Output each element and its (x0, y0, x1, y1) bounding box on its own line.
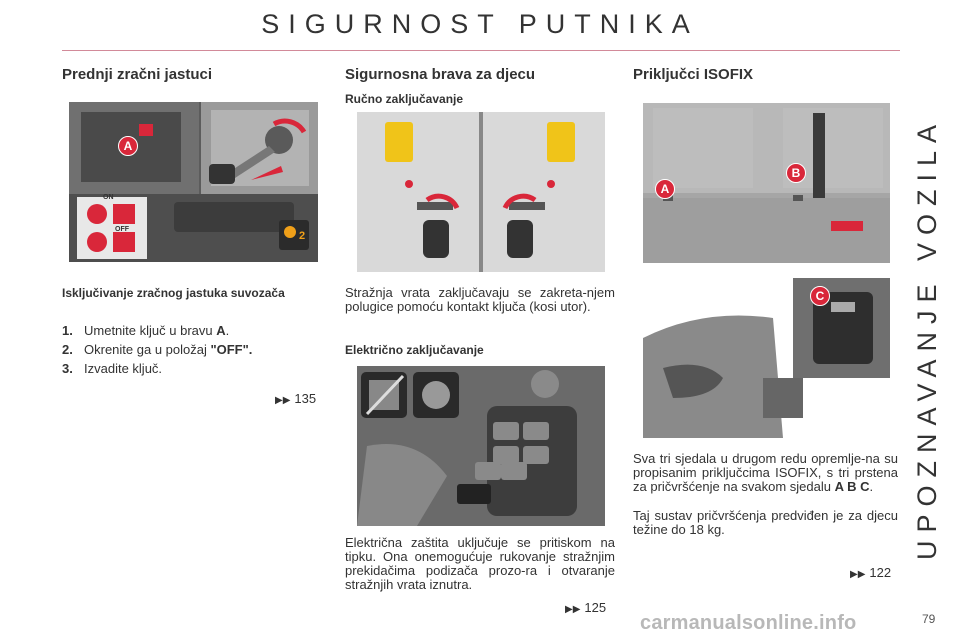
callout-a: A (655, 179, 675, 199)
page-number: 79 (922, 612, 936, 626)
airbag-key-photo (69, 102, 318, 262)
label-off: OFF (115, 226, 129, 233)
step-2: 2. Okrenite ga u položaj "OFF". (62, 342, 253, 357)
label-on: ON (103, 194, 114, 201)
airbag-steps (62, 321, 252, 378)
manual-lock-illustration (357, 112, 605, 272)
electric-lock-heading: Električno zaključavanje (345, 343, 484, 357)
electric-lock-text: Električna zaštita uključuje se pritiskom na tipku. Ona onemogućuje rukovanje stražnjim prekidačima podizača prozo-ra i otvaranje stražnjih vrata iznutra. (345, 535, 615, 592)
isofix-heading: Priključci ISOFIX (633, 66, 754, 83)
child-lock-page-ref[interactable]: ▶▶ 125 (565, 600, 607, 615)
side-label-text: UPOZNAVANJE VOZILA (912, 116, 943, 560)
section-side-label (912, 116, 943, 560)
isofix-anchor-illustration (643, 278, 890, 438)
isofix-text-1: Sva tri sjedala u drugom redu opremlje-na su propisanim priključcima ISOFIX, s tri prstena za pričvršćenje na svakom sjedalu A B C. (633, 451, 898, 494)
manual-lock-photo (357, 112, 605, 272)
electric-lock-photo (357, 366, 605, 526)
callout-c: C (810, 286, 830, 306)
callout-a: A (118, 136, 138, 156)
airbag-illustration (69, 102, 318, 262)
isofix-seat-illustration (643, 103, 890, 263)
airbag-heading: Prednji zračni jastuci (62, 66, 213, 83)
watermark: carmanualsonline.info (640, 612, 857, 634)
airbag-deactivation-heading: Isključivanje zračnog jastuka suvozača (62, 286, 285, 300)
page-title: SIGURNOST PUTNIKA (261, 9, 699, 39)
step-1: 1. Umetnite ključ u bravu A. (62, 323, 230, 338)
isofix-anchor-photo (643, 278, 890, 438)
isofix-page-ref[interactable]: ▶▶ 122 (850, 565, 892, 580)
isofix-text-2: Taj sustav pričvršćenja predviđen je za djecu težine do 18 kg. (633, 508, 898, 537)
step-3: 3. Izvadite ključ. (62, 361, 163, 376)
warning-digit: 2 (299, 230, 306, 242)
child-lock-heading: Sigurnosna brava za djecu (345, 66, 536, 83)
manual-lock-heading: Ručno zaključavanje (345, 92, 464, 106)
ref-arrow-icon: ▶▶ (850, 569, 866, 580)
callout-b: B (786, 163, 806, 183)
ref-arrow-icon: ▶▶ (565, 604, 581, 615)
ref-arrow-icon: ▶▶ (275, 395, 291, 406)
isofix-seat-photo (643, 103, 890, 263)
manual-lock-text: Stražnja vrata zaključavaju se zakreta-njem polugice pomoću kontakt ključa (kosi utor). (345, 285, 615, 314)
airbag-page-ref[interactable]: ▶▶ 135 (275, 391, 317, 406)
title-divider (62, 50, 900, 51)
electric-lock-illustration (357, 366, 605, 526)
